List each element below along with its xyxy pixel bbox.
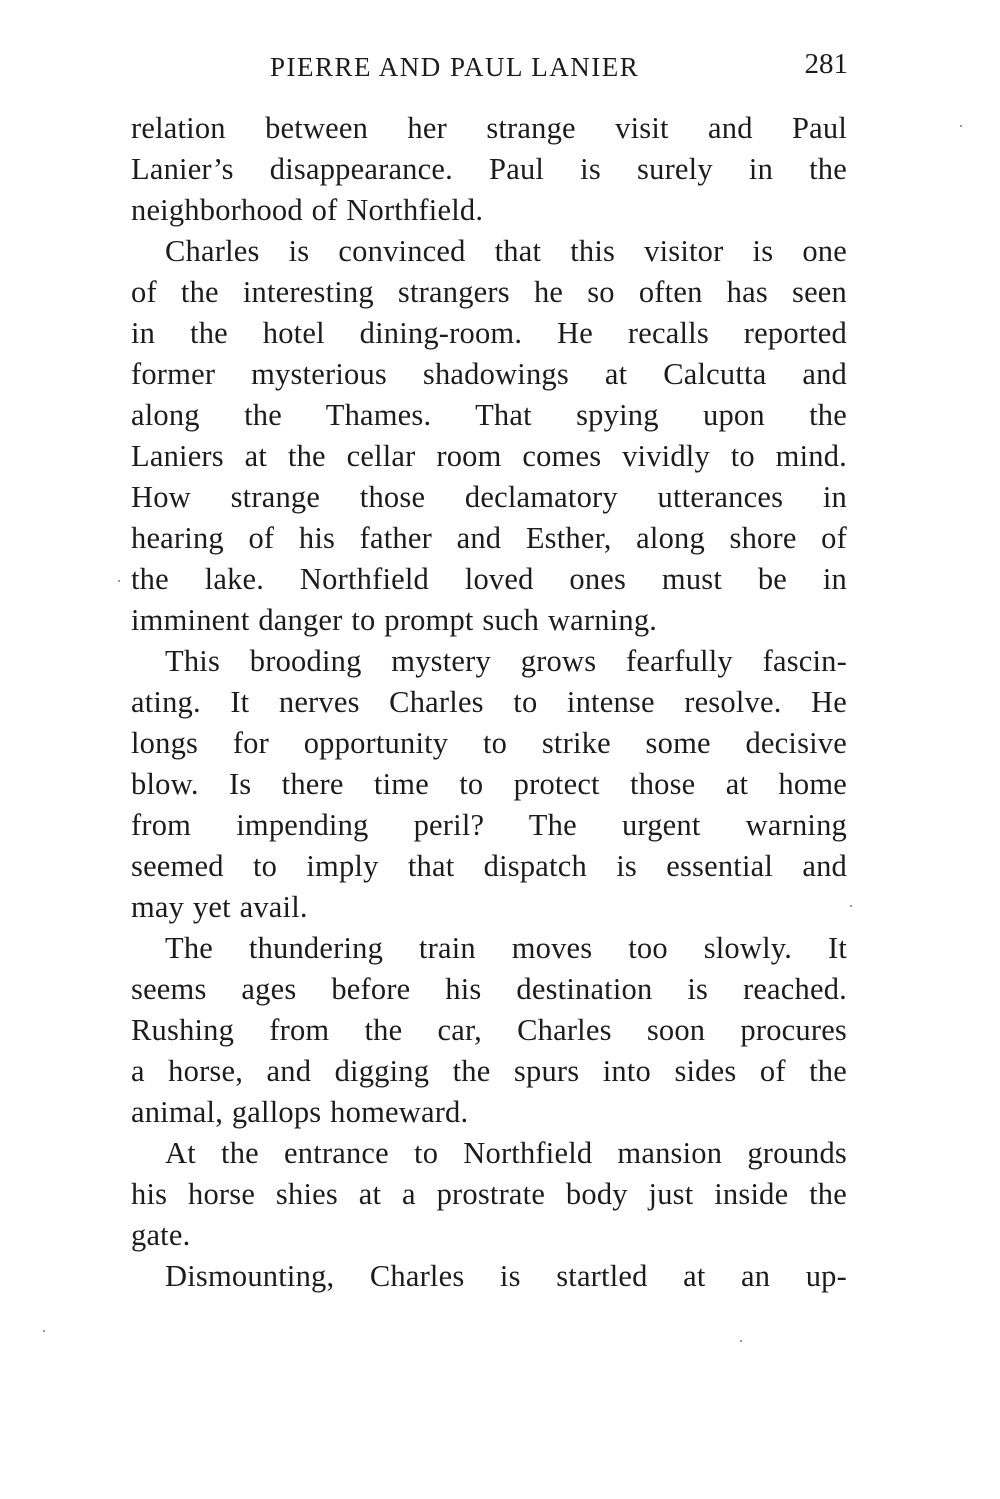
paragraph-1 [131, 108, 847, 231]
running-head [130, 48, 848, 88]
text-line: in the hotel dining-room. He recalls reported [131, 316, 847, 350]
text-line: imminent danger to prompt such warning. [131, 603, 658, 637]
text-line: former mysterious shadowings at Calcutta and [131, 357, 847, 391]
text-line: relation between her strange visit and Paul [131, 111, 847, 145]
paragraph-5 [131, 1133, 847, 1256]
text-line: gate. [131, 1218, 191, 1252]
text-line: How strange those declamatory utterances in [131, 480, 847, 514]
text-line: his horse shies at a prostrate body just inside the [131, 1177, 847, 1211]
text-line: of the interesting strangers he so often has seen [131, 275, 847, 309]
paragraph-4 [131, 928, 847, 1133]
scan-speck [960, 125, 962, 127]
text-line: blow. Is there time to protect those at home [131, 767, 847, 801]
text-line: the lake. Northfield loved ones must be in [131, 562, 847, 596]
text-line: Dismounting, Charles is startled at an up- [165, 1259, 847, 1293]
body-text [131, 108, 847, 1297]
text-line: a horse, and digging the spurs into sides of the [131, 1054, 847, 1088]
text-line: seemed to imply that dispatch is essential and [131, 849, 847, 883]
text-line: Rushing from the car, Charles soon procures [131, 1013, 847, 1047]
paragraph-6 [131, 1256, 847, 1297]
text-line: may yet avail. [131, 890, 308, 924]
text-line: neighborhood of Northfield. [131, 193, 484, 227]
text-line: longs for opportunity to strike some decisive [131, 726, 847, 760]
paragraph-3 [131, 641, 847, 928]
text-line: animal, gallops homeward. [131, 1095, 469, 1129]
text-line: This brooding mystery grows fearfully fascin- [165, 644, 847, 678]
running-title: PIERRE AND PAUL LANIER [270, 52, 640, 82]
scan-speck [43, 1330, 45, 1332]
scan-speck [740, 1340, 742, 1342]
text-line: seems ages before his destination is reached. [131, 972, 847, 1006]
text-line: The thundering train moves too slowly. It [165, 931, 847, 965]
text-line: ating. It nerves Charles to intense resolve. He [131, 685, 847, 719]
text-line: At the entrance to Northfield mansion grounds [165, 1136, 847, 1170]
text-line: from impending peril? The urgent warning [131, 808, 847, 842]
text-line: Laniers at the cellar room comes vividly to mind. [131, 439, 847, 473]
text-line: Lanier’s disappearance. Paul is surely in the [131, 152, 847, 186]
text-line: hearing of his father and Esther, along shore of [131, 521, 847, 555]
page-number: 281 [804, 48, 848, 80]
text-line: along the Thames. That spying upon the [131, 398, 847, 432]
scan-speck [850, 905, 852, 907]
paragraph-2 [131, 231, 847, 641]
scan-speck [118, 580, 120, 582]
text-line: Charles is convinced that this visitor is one [165, 234, 847, 268]
